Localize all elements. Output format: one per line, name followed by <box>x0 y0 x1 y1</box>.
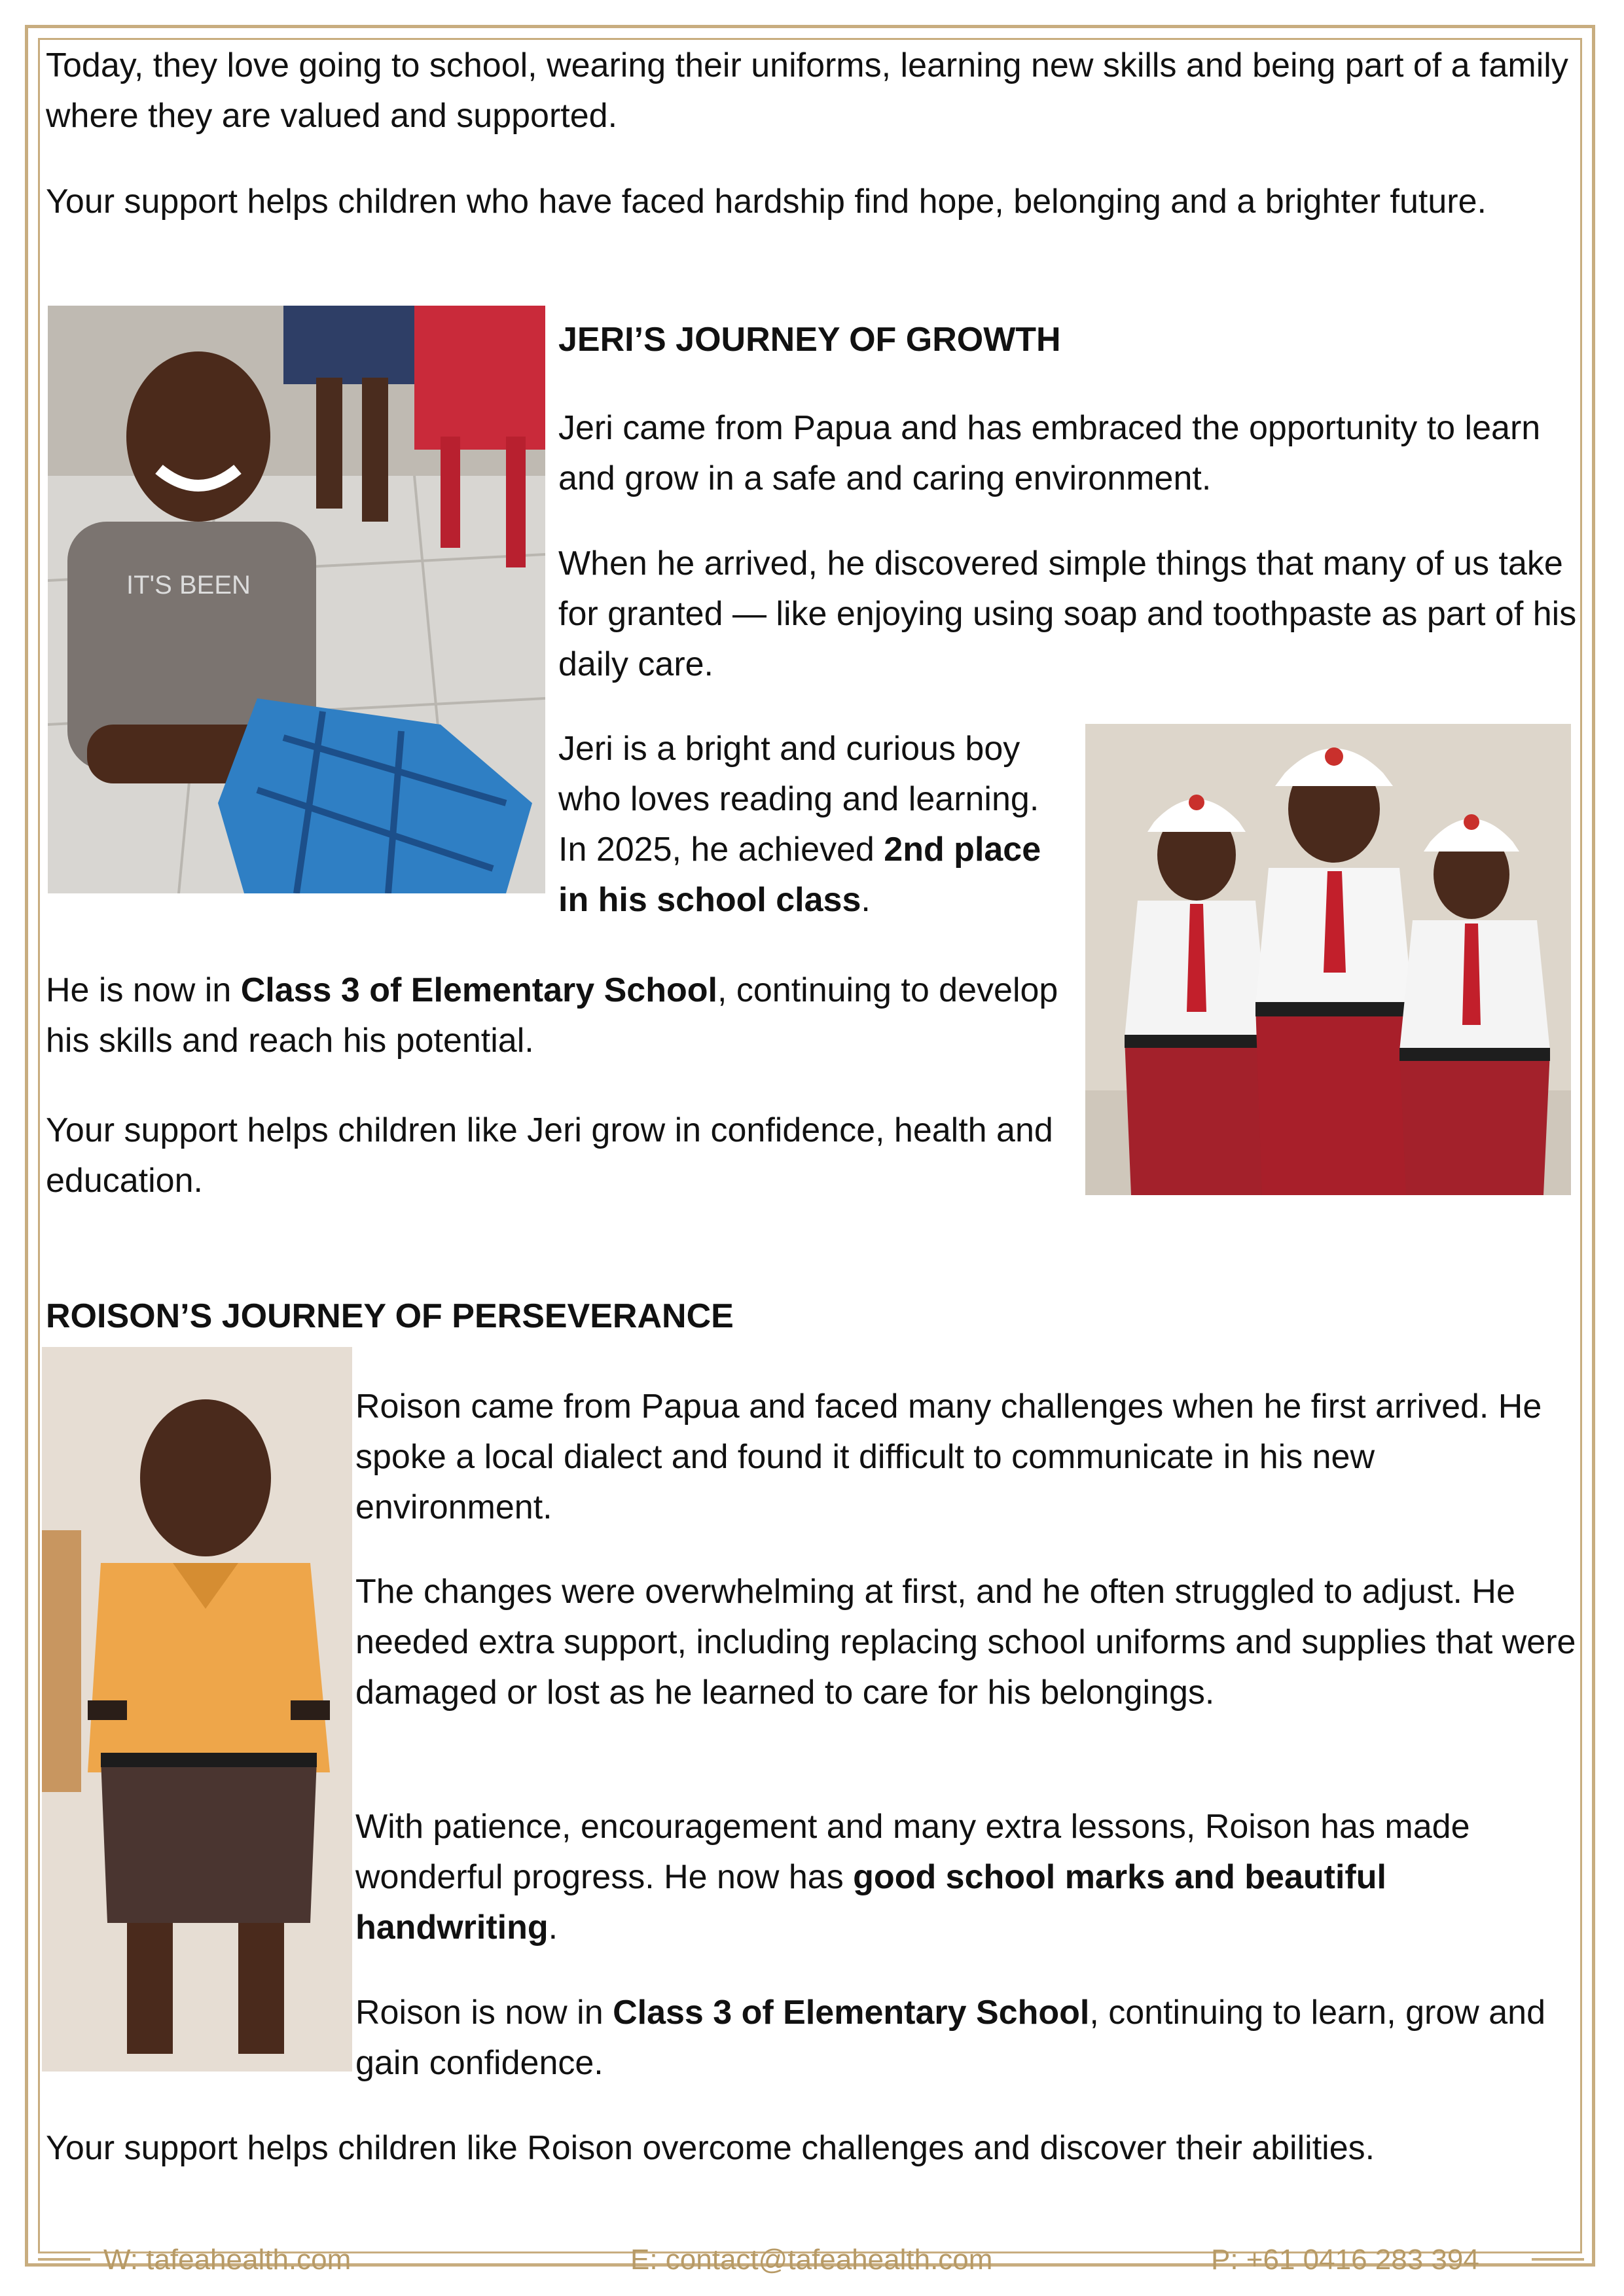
roison-paragraph-5: Your support helps children like Roison overcome challenges and discover their abilities. <box>46 2129 1375 2167</box>
intro-paragraph-2: Your support helps children who have faced hardship find hope, belonging and a brighter future. <box>46 183 1487 221</box>
roison-p4-bold: Class 3 of Elementary School <box>613 1994 1090 2032</box>
roison-p4-text: Roison is now in <box>355 1994 613 2032</box>
roison-p3-bold: good school marks and beautiful handwriting <box>355 1858 1386 1946</box>
photo-three-boys-uniform <box>1085 724 1571 1195</box>
footer-rule-left <box>38 2258 90 2261</box>
jeri-paragraph-5: Your support helps children like Jeri grow in confidence, health and education. <box>46 1111 1053 1200</box>
jeri-heading: JERI’S JOURNEY OF GROWTH <box>558 321 1061 359</box>
jeri-p4-text: He is now in <box>46 971 241 1009</box>
jeri-paragraph-4 <box>46 965 1067 1066</box>
roison-p3-end: . <box>548 1909 558 1946</box>
photo-roison <box>42 1347 352 2072</box>
intro-paragraph-1: Today, they love going to school, wearing their uniforms, learning new skills and being part of a family where they are valued and supported. <box>46 46 1568 135</box>
photo-jeri-sewing <box>48 306 545 893</box>
footer-rule-right <box>1532 2258 1584 2261</box>
roison-paragraph-2: The changes were overwhelming at first, and he often struggled to adjust. He needed extra support, including replacing school uniforms and supplies that were damaged or lost as he learned to care for his belongings. <box>355 1573 1576 1712</box>
shirt-print-text: IT'S BEEN <box>126 571 251 600</box>
roison-p3-text: With patience, encouragement and many extra lessons, Roison has made wonderful progress. He now has <box>355 1808 1470 1896</box>
jeri-p3-bold: 2nd place in his school class <box>558 831 1041 919</box>
footer-phone[interactable]: P: +61 0416 283 394 <box>1211 2244 1479 2276</box>
jeri-p4-bold: Class 3 of Elementary School <box>240 971 717 1009</box>
jeri-paragraph-3 <box>558 724 1075 925</box>
roison-p4-end: , continuing to learn, grow and gain confidence. <box>355 1994 1546 2082</box>
roison-paragraph-4 <box>355 1988 1579 2089</box>
roison-paragraph-3 <box>355 1802 1579 1953</box>
footer-website[interactable]: W: tafeahealth.com <box>103 2244 352 2276</box>
jeri-paragraph-2: When he arrived, he discovered simple things that many of us take for granted — like enjoying using soap and toothpaste as part of his daily care. <box>558 545 1577 683</box>
jeri-paragraph-1: Jeri came from Papua and has embraced the opportunity to learn and grow in a safe and caring environment. <box>558 409 1541 497</box>
jeri-p3-text: Jeri is a bright and curious boy who loves reading and learning. In 2025, he achieved <box>558 730 1039 869</box>
jeri-p3-end: . <box>861 881 871 919</box>
footer-email[interactable]: E: contact@tafeahealth.com <box>630 2244 993 2276</box>
roison-paragraph-1: Roison came from Papua and faced many challenges when he first arrived. He spoke a local dialect and found it difficult to communicate in his new environment. <box>355 1388 1542 1526</box>
roison-heading: ROISON’S JOURNEY OF PERSEVERANCE <box>46 1297 734 1335</box>
jeri-p4-end: , continuing to develop his skills and reach his potential. <box>46 971 1058 1060</box>
